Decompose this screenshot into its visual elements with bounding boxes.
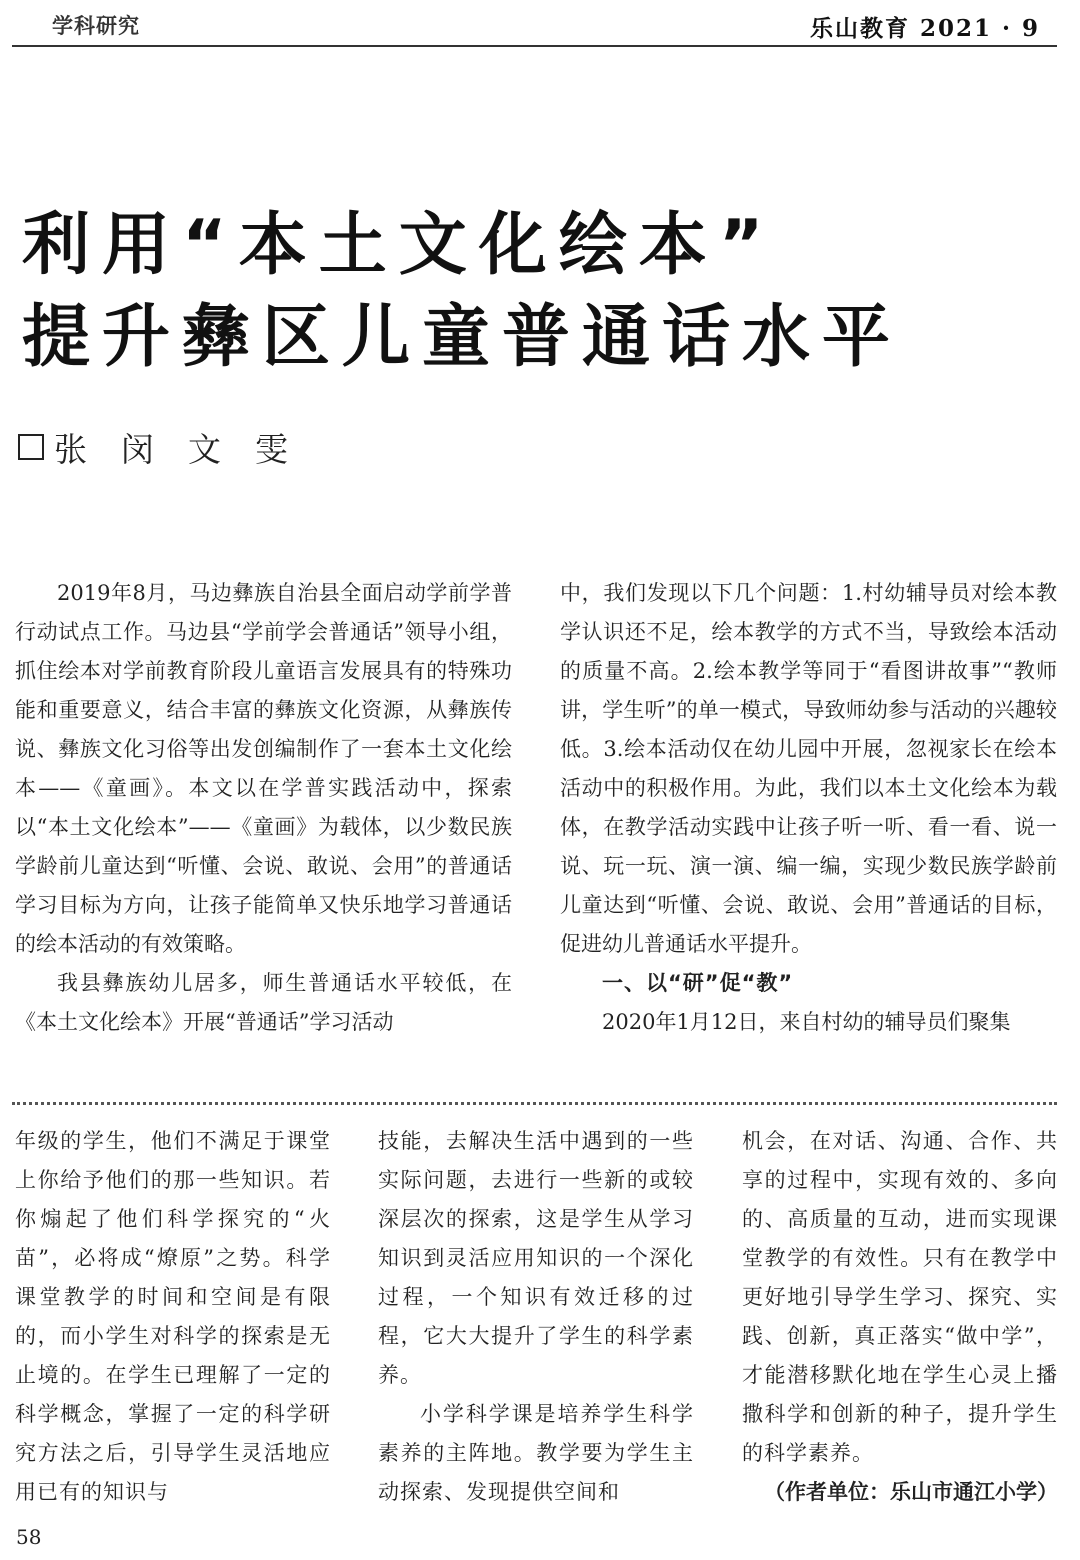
title-line-2: 提升彝区儿童普通话水平 — [22, 298, 903, 377]
page-header — [0, 0, 1080, 48]
header-rule — [12, 45, 1057, 47]
author-affiliation: （作者单位：乐山市通江小学） — [764, 1480, 1058, 1504]
title-line-1: 利用“本土文化绘本” — [22, 206, 776, 285]
top-column-left — [15, 574, 512, 1042]
square-bullet-icon — [18, 434, 44, 460]
paragraph: 中，我们发现以下几个问题：1.村幼辅导员对绘本教学认识还不足，绘本教学的方式不当，导致绘本活动的质量不高。2.绘本教学等同于“看图讲故事”“教师讲，学生听”的单一模式，导致师幼参与活动的兴趣较低。3.绘本活动仅在幼儿园中开展，忽视家长在绘本活动中的积极作用。为此，我们以本土文化绘本为载体，在教学活动实践中让孩子听一听、看一看、说一说、玩一玩、演一演、编一编，实现少数民族学龄前儿童达到“听懂、会说、敢说、会用”普通话的目标，促进幼儿普通话水平提升。 — [560, 581, 1057, 956]
author-byline — [18, 425, 322, 469]
bottom-column-3 — [742, 1122, 1058, 1512]
author-name: 张闵文雯 — [54, 429, 322, 469]
bottom-column-1 — [15, 1122, 331, 1512]
paragraph: 我县彝族幼儿居多，师生普通话水平较低，在《本土文化绘本》开展“普通话”学习活动 — [15, 971, 512, 1034]
paragraph: 技能，去解决生活中遇到的一些实际问题，去进行一些新的或较深层次的探索，这是学生从学习知识到灵活应用知识的一个深化过程，一个知识有效迁移的过程，它大大提升了学生的科学素养。 — [378, 1129, 694, 1387]
paragraph: 小学科学课是培养学生科学素养的主阵地。教学要为学生主动探索、发现提供空间和 — [378, 1402, 694, 1504]
section-label: 学科研究 — [52, 14, 140, 38]
article-title — [22, 200, 902, 384]
paragraph: 2019年8月，马边彝族自治县全面启动学前学普行动试点工作。马边县“学前学会普通话”领导小组，抓住绘本对学前教育阶段儿童语言发展具有的特殊功能和重要意义，结合丰富的彝族文化资源，从彝族传说、彝族文化习俗等出发创编制作了一套本土文化绘本——《童画》。本文以在学普实践活动中，探索以“本土文化绘本”——《童画》为载体，以少数民族学龄前儿童达到“听懂、会说、敢说、会用”的普通话学习目标为方向，让孩子能简单又快乐地学习普通话的绘本活动的有效策略。 — [15, 581, 512, 956]
bottom-column-2 — [378, 1122, 694, 1512]
section-heading: 一、以“研”促“教” — [602, 971, 794, 995]
top-column-right — [560, 574, 1057, 1042]
journal-issue: 乐山教育 2021 · 9 — [809, 15, 1040, 42]
paragraph: 机会，在对话、沟通、合作、共享的过程中，实现有效的、多向的、高质量的互动，进而实现课堂教学的有效性。只有在教学中更好地引导学生学习、探究、实践、创新，真正落实“做中学”，才能潜移默化地在学生心灵上播撒科学和创新的种子，提升学生的科学素养。 — [742, 1129, 1058, 1465]
page-number: 58 — [16, 1525, 42, 1549]
dotted-divider — [12, 1102, 1057, 1105]
paragraph: 2020年1月12日，来自村幼的辅导员们聚集 — [602, 1010, 1011, 1034]
paragraph: 年级的学生，他们不满足于课堂上你给予他们的那一些知识。若你煽起了他们科学探究的“火苗”，必将成“燎原”之势。科学课堂教学的时间和空间是有限的，而小学生对科学的探索是无止境的。在学生已理解了一定的科学概念，掌握了一定的科学研究方法之后，引导学生灵活地应用已有的知识与 — [15, 1129, 331, 1504]
